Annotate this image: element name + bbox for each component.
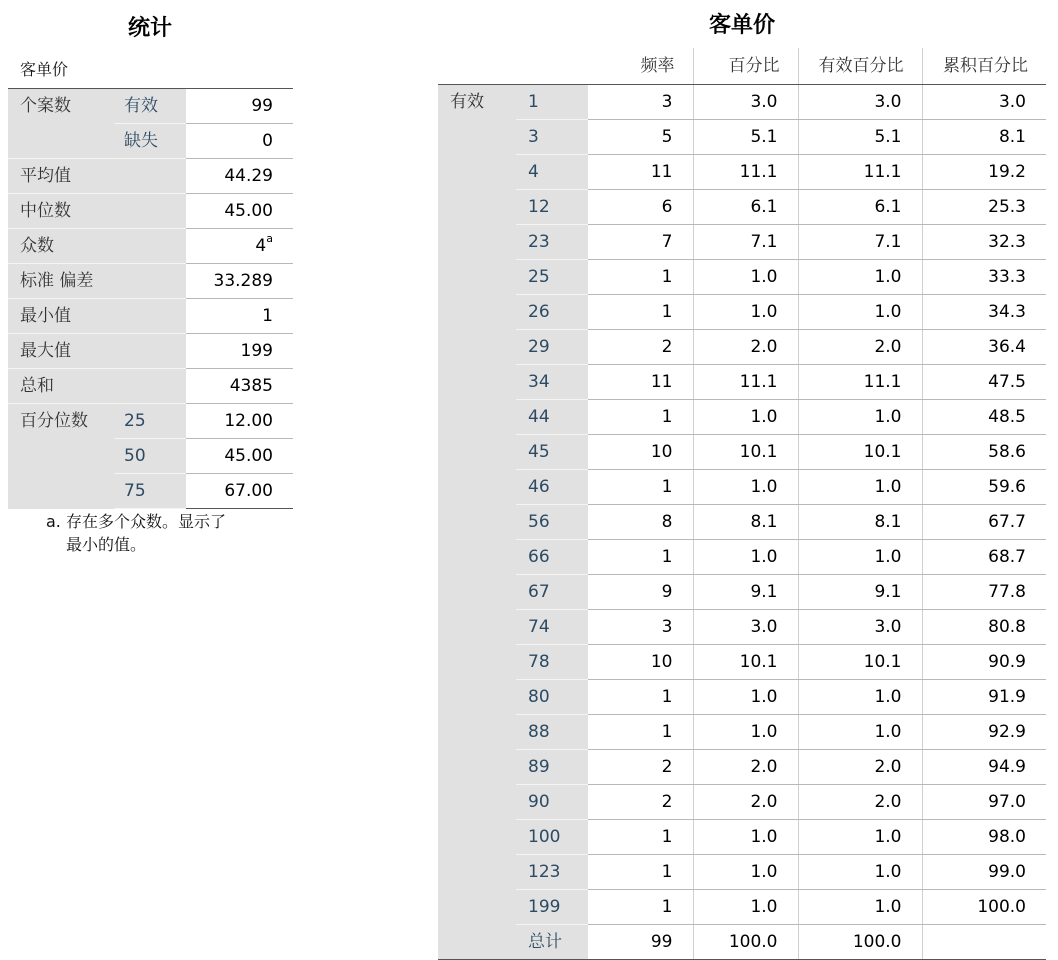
cell-pct: 1.0 bbox=[693, 295, 798, 330]
category-label: 25 bbox=[516, 260, 588, 295]
category-label: 123 bbox=[516, 855, 588, 890]
cell-pct: 1.0 bbox=[693, 820, 798, 855]
category-label: 90 bbox=[516, 785, 588, 820]
row-label: 个案数 bbox=[8, 89, 114, 159]
statistics-row bbox=[8, 404, 293, 439]
cell-freq: 1 bbox=[588, 260, 693, 295]
frequency-row bbox=[438, 540, 1046, 575]
category-label: 78 bbox=[516, 645, 588, 680]
frequency-row bbox=[438, 505, 1046, 540]
cell-freq: 2 bbox=[588, 750, 693, 785]
cell-freq: 9 bbox=[588, 575, 693, 610]
cell-pct: 2.0 bbox=[693, 785, 798, 820]
cell-pct: 1.0 bbox=[693, 540, 798, 575]
cell-pct: 2.0 bbox=[693, 750, 798, 785]
row-label: 中位数 bbox=[8, 194, 186, 229]
row-sublabel: 25 bbox=[114, 404, 186, 439]
frequency-row bbox=[438, 820, 1046, 855]
cell-pct: 1.0 bbox=[693, 400, 798, 435]
category-label: 80 bbox=[516, 680, 588, 715]
row-value bbox=[186, 369, 293, 404]
cell-cum: 68.7 bbox=[922, 540, 1046, 575]
row-value bbox=[186, 474, 293, 509]
column-header-percent: 百分比 bbox=[693, 48, 798, 85]
row-label: 总和 bbox=[8, 369, 186, 404]
row-value bbox=[186, 89, 293, 124]
value-text: 45.00 bbox=[224, 201, 273, 221]
frequency-row bbox=[438, 435, 1046, 470]
category-label: 45 bbox=[516, 435, 588, 470]
cell-cum: 59.6 bbox=[922, 470, 1046, 505]
cell-pct: 1.0 bbox=[693, 715, 798, 750]
cell-cum: 80.8 bbox=[922, 610, 1046, 645]
category-label: 4 bbox=[516, 155, 588, 190]
value-text: 44.29 bbox=[224, 166, 273, 186]
cell-valid: 1.0 bbox=[798, 400, 922, 435]
cell-cum: 97.0 bbox=[922, 785, 1046, 820]
cell-valid: 3.0 bbox=[798, 85, 922, 120]
row-value bbox=[186, 404, 293, 439]
row-value bbox=[186, 439, 293, 474]
category-label: 89 bbox=[516, 750, 588, 785]
cell-pct: 10.1 bbox=[693, 435, 798, 470]
category-label: 66 bbox=[516, 540, 588, 575]
category-label: 67 bbox=[516, 575, 588, 610]
row-sublabel: 50 bbox=[114, 439, 186, 474]
cell-valid: 10.1 bbox=[798, 645, 922, 680]
cell-valid: 1.0 bbox=[798, 820, 922, 855]
cell-freq: 1 bbox=[588, 295, 693, 330]
cell-valid: 7.1 bbox=[798, 225, 922, 260]
category-label: 100 bbox=[516, 820, 588, 855]
cell-cum: 99.0 bbox=[922, 855, 1046, 890]
frequency-row bbox=[438, 715, 1046, 750]
cell-pct: 100.0 bbox=[693, 925, 798, 960]
statistics-row bbox=[8, 264, 293, 299]
cell-valid: 1.0 bbox=[798, 680, 922, 715]
cell-freq: 3 bbox=[588, 85, 693, 120]
cell-freq: 99 bbox=[588, 925, 693, 960]
category-label: 56 bbox=[516, 505, 588, 540]
cell-pct: 6.1 bbox=[693, 190, 798, 225]
category-label: 199 bbox=[516, 890, 588, 925]
category-label: 46 bbox=[516, 470, 588, 505]
cell-pct: 2.0 bbox=[693, 330, 798, 365]
cell-freq: 1 bbox=[588, 540, 693, 575]
category-label: 26 bbox=[516, 295, 588, 330]
category-label: 23 bbox=[516, 225, 588, 260]
cell-freq: 1 bbox=[588, 715, 693, 750]
cell-valid: 3.0 bbox=[798, 610, 922, 645]
cell-pct: 9.1 bbox=[693, 575, 798, 610]
cell-cum: 36.4 bbox=[922, 330, 1046, 365]
cell-pct: 1.0 bbox=[693, 680, 798, 715]
category-label: 12 bbox=[516, 190, 588, 225]
frequency-row bbox=[438, 120, 1046, 155]
row-sublabel: 缺失 bbox=[114, 124, 186, 159]
row-value bbox=[186, 159, 293, 194]
frequency-row bbox=[438, 470, 1046, 505]
frequency-row bbox=[438, 610, 1046, 645]
category-label: 44 bbox=[516, 400, 588, 435]
cell-pct: 7.1 bbox=[693, 225, 798, 260]
row-sublabel: 75 bbox=[114, 474, 186, 509]
value-text: 4385 bbox=[229, 376, 273, 396]
column-header-valid-percent: 有效百分比 bbox=[798, 48, 922, 85]
statistics-table bbox=[8, 88, 293, 509]
row-sublabel: 有效 bbox=[114, 89, 186, 124]
cell-cum: 48.5 bbox=[922, 400, 1046, 435]
cell-valid: 5.1 bbox=[798, 120, 922, 155]
cell-cum: 98.0 bbox=[922, 820, 1046, 855]
cell-cum: 33.3 bbox=[922, 260, 1046, 295]
cell-valid: 1.0 bbox=[798, 540, 922, 575]
statistics-row bbox=[8, 299, 293, 334]
cell-pct: 11.1 bbox=[693, 365, 798, 400]
frequency-table bbox=[438, 48, 1046, 960]
cell-pct: 1.0 bbox=[693, 260, 798, 295]
cell-freq: 11 bbox=[588, 365, 693, 400]
cell-freq: 2 bbox=[588, 330, 693, 365]
statistics-variable-caption: 客单价 bbox=[20, 60, 69, 79]
row-label: 众数 bbox=[8, 229, 186, 264]
cell-freq: 1 bbox=[588, 820, 693, 855]
value-text: 1 bbox=[262, 306, 273, 326]
cell-freq: 8 bbox=[588, 505, 693, 540]
cell-valid: 100.0 bbox=[798, 925, 922, 960]
frequency-row bbox=[438, 190, 1046, 225]
frequency-row bbox=[438, 330, 1046, 365]
frequency-header-row bbox=[438, 48, 1046, 85]
cell-valid: 11.1 bbox=[798, 365, 922, 400]
cell-freq: 1 bbox=[588, 855, 693, 890]
cell-valid: 2.0 bbox=[798, 750, 922, 785]
value-text: 99 bbox=[251, 96, 273, 116]
statistics-row bbox=[8, 159, 293, 194]
cell-cum bbox=[922, 925, 1046, 960]
category-label: 34 bbox=[516, 365, 588, 400]
cell-freq: 10 bbox=[588, 435, 693, 470]
frequency-row bbox=[438, 855, 1046, 890]
row-label: 百分位数 bbox=[8, 404, 114, 509]
cell-valid: 2.0 bbox=[798, 785, 922, 820]
frequency-row bbox=[438, 155, 1046, 190]
cell-valid: 8.1 bbox=[798, 505, 922, 540]
row-value bbox=[186, 229, 293, 264]
row-label: 最大值 bbox=[8, 334, 186, 369]
cell-pct: 5.1 bbox=[693, 120, 798, 155]
cell-cum: 47.5 bbox=[922, 365, 1046, 400]
cell-freq: 2 bbox=[588, 785, 693, 820]
cell-cum: 19.2 bbox=[922, 155, 1046, 190]
frequency-row bbox=[438, 750, 1046, 785]
cell-valid: 1.0 bbox=[798, 260, 922, 295]
cell-cum: 58.6 bbox=[922, 435, 1046, 470]
cell-cum: 100.0 bbox=[922, 890, 1046, 925]
frequency-row bbox=[438, 925, 1046, 960]
row-value bbox=[186, 124, 293, 159]
statistics-row bbox=[8, 369, 293, 404]
cell-freq: 1 bbox=[588, 470, 693, 505]
row-label: 标准 偏差 bbox=[8, 264, 186, 299]
cell-pct: 3.0 bbox=[693, 610, 798, 645]
category-label: 29 bbox=[516, 330, 588, 365]
row-value bbox=[186, 299, 293, 334]
statistics-title: 统计 bbox=[127, 16, 172, 41]
frequency-row bbox=[438, 680, 1046, 715]
value-text: 4 bbox=[255, 236, 267, 256]
statistics-row bbox=[8, 89, 293, 124]
cell-valid: 11.1 bbox=[798, 155, 922, 190]
footnote-line-2: 最小的值。 bbox=[66, 535, 147, 554]
frequency-row bbox=[438, 645, 1046, 680]
cell-pct: 1.0 bbox=[693, 470, 798, 505]
cell-valid: 1.0 bbox=[798, 890, 922, 925]
frequency-row bbox=[438, 785, 1046, 820]
frequency-row bbox=[438, 295, 1046, 330]
cell-pct: 8.1 bbox=[693, 505, 798, 540]
frequency-row bbox=[438, 85, 1046, 120]
cell-freq: 1 bbox=[588, 890, 693, 925]
cell-freq: 10 bbox=[588, 645, 693, 680]
frequency-row bbox=[438, 890, 1046, 925]
footnote-line-1: a. 存在多个众数。显示了 bbox=[46, 512, 226, 531]
cell-freq: 6 bbox=[588, 190, 693, 225]
statistics-row bbox=[8, 194, 293, 229]
row-value bbox=[186, 264, 293, 299]
cell-valid: 1.0 bbox=[798, 295, 922, 330]
cell-valid: 1.0 bbox=[798, 470, 922, 505]
cell-valid: 2.0 bbox=[798, 330, 922, 365]
cell-freq: 1 bbox=[588, 680, 693, 715]
group-label: 有效 bbox=[438, 85, 516, 960]
value-text: 45.00 bbox=[224, 446, 273, 466]
footnote bbox=[46, 510, 226, 556]
cell-cum: 77.8 bbox=[922, 575, 1046, 610]
cell-cum: 34.3 bbox=[922, 295, 1046, 330]
category-label: 1 bbox=[516, 85, 588, 120]
column-header-frequency: 频率 bbox=[588, 48, 693, 85]
cell-valid: 6.1 bbox=[798, 190, 922, 225]
frequency-row bbox=[438, 260, 1046, 295]
cell-cum: 90.9 bbox=[922, 645, 1046, 680]
cell-pct: 1.0 bbox=[693, 890, 798, 925]
footnote-marker: a bbox=[266, 232, 273, 246]
statistics-row bbox=[8, 334, 293, 369]
row-value bbox=[186, 334, 293, 369]
cell-cum: 3.0 bbox=[922, 85, 1046, 120]
category-label: 88 bbox=[516, 715, 588, 750]
cell-cum: 25.3 bbox=[922, 190, 1046, 225]
row-value bbox=[186, 194, 293, 229]
frequency-row bbox=[438, 225, 1046, 260]
cell-cum: 92.9 bbox=[922, 715, 1046, 750]
statistics-row bbox=[8, 229, 293, 264]
cell-valid: 1.0 bbox=[798, 855, 922, 890]
cell-valid: 9.1 bbox=[798, 575, 922, 610]
frequency-title: 客单价 bbox=[708, 13, 775, 38]
cell-pct: 3.0 bbox=[693, 85, 798, 120]
value-text: 0 bbox=[262, 131, 273, 151]
cell-pct: 11.1 bbox=[693, 155, 798, 190]
value-text: 12.00 bbox=[224, 411, 273, 431]
row-label: 最小值 bbox=[8, 299, 186, 334]
value-text: 199 bbox=[240, 341, 273, 361]
frequency-row bbox=[438, 400, 1046, 435]
cell-pct: 10.1 bbox=[693, 645, 798, 680]
category-label: 总计 bbox=[516, 925, 588, 960]
cell-freq: 3 bbox=[588, 610, 693, 645]
category-label: 3 bbox=[516, 120, 588, 155]
cell-pct: 1.0 bbox=[693, 855, 798, 890]
cell-cum: 32.3 bbox=[922, 225, 1046, 260]
cell-freq: 1 bbox=[588, 400, 693, 435]
cell-freq: 5 bbox=[588, 120, 693, 155]
value-text: 67.00 bbox=[224, 481, 273, 501]
column-header-cumulative-percent: 累积百分比 bbox=[922, 48, 1046, 85]
cell-freq: 11 bbox=[588, 155, 693, 190]
frequency-row bbox=[438, 575, 1046, 610]
cell-cum: 8.1 bbox=[922, 120, 1046, 155]
row-label: 平均值 bbox=[8, 159, 186, 194]
cell-cum: 67.7 bbox=[922, 505, 1046, 540]
cell-valid: 10.1 bbox=[798, 435, 922, 470]
value-text: 33.289 bbox=[213, 271, 273, 291]
category-label: 74 bbox=[516, 610, 588, 645]
cell-freq: 7 bbox=[588, 225, 693, 260]
cell-valid: 1.0 bbox=[798, 715, 922, 750]
cell-cum: 91.9 bbox=[922, 680, 1046, 715]
frequency-row bbox=[438, 365, 1046, 400]
cell-cum: 94.9 bbox=[922, 750, 1046, 785]
